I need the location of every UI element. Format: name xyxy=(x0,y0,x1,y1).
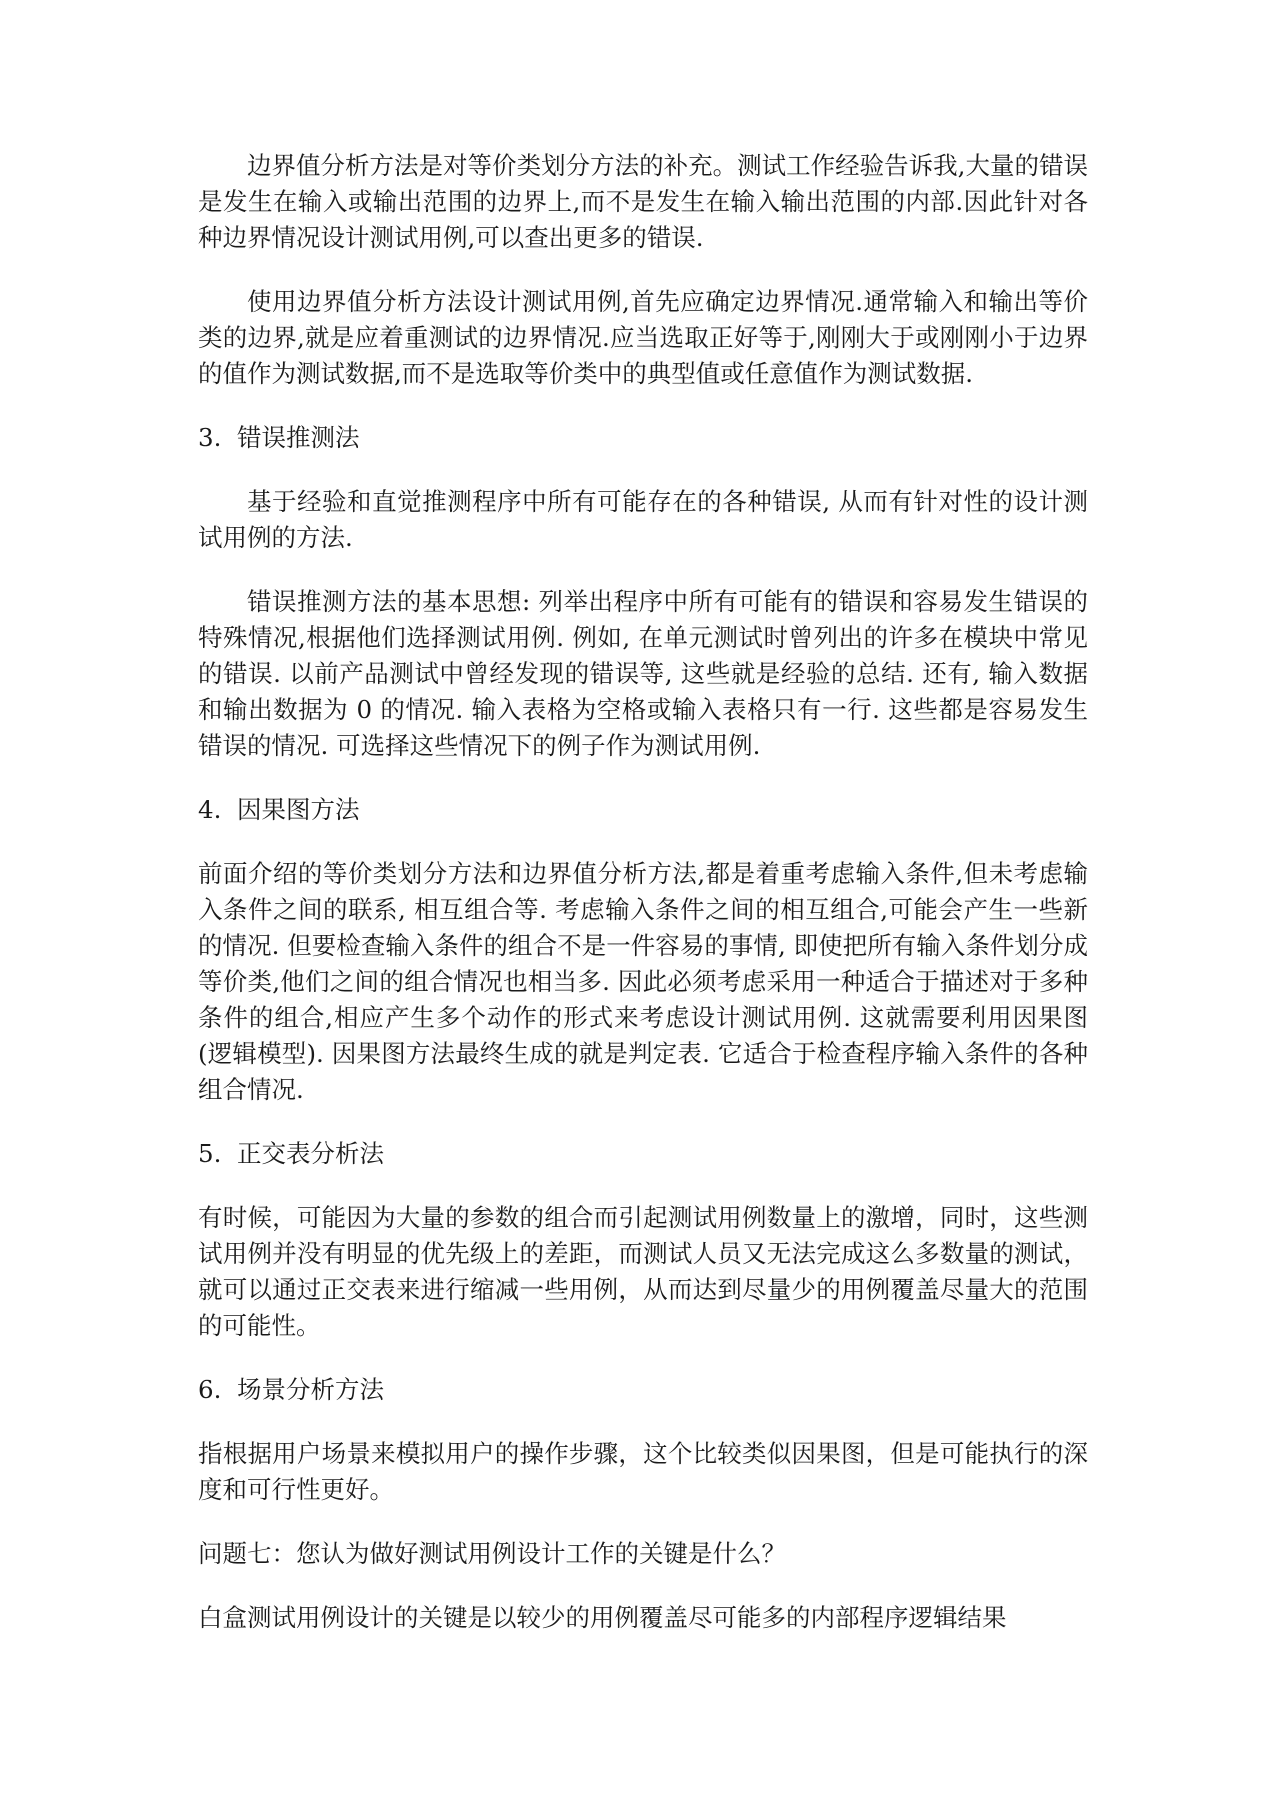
heading-scenario-analysis: 6. 场景分析方法 xyxy=(198,1375,384,1404)
heading-orthogonal-array: 5. 正交表分析法 xyxy=(198,1139,384,1168)
paragraph-scenario-analysis: 指根据用户场景来模拟用户的操作步骤，这个比较类似因果图，但是可能执行的深度和可行性更好。 xyxy=(198,1439,1088,1504)
heading-error-guessing: 3. 错误推测法 xyxy=(198,423,360,452)
paragraph-error-guessing-definition: 基于经验和直觉推测程序中所有可能存在的各种错误, 从而有针对性的设计测试用例的方法. xyxy=(198,487,1088,552)
heading-cause-effect: 4. 因果图方法 xyxy=(198,795,360,824)
paragraph-boundary-value-intro: 边界值分析方法是对等价类划分方法的补充。测试工作经验告诉我,大量的错误是发生在输入或输出范围的边界上,而不是发生在输入输出范围的内部.因此针对各种边界情况设计测试用例,可以查出更多的错误. xyxy=(198,151,1088,252)
paragraph-error-guessing-idea: 错误推测方法的基本思想: 列举出程序中所有可能有的错误和容易发生错误的特殊情况,根据他们选择测试用例. 例如, 在单元测试时曾列出的许多在模块中常见的错误. 以前产品测试中曾经发现的错误等, 这些就是经验的总结. 还有, 输入数据和输出数据为 0 的情况. 输入表格为空格或输入表格只有一行. 这些都是容易发生错误的情况. 可选择这些情况下的例子作为测试用例. xyxy=(198,587,1088,760)
paragraph-boundary-value-usage: 使用边界值分析方法设计测试用例,首先应确定边界情况.通常输入和输出等价类的边界,就是应着重测试的边界情况.应当选取正好等于,刚刚大于或刚刚小于边界的值作为测试数据,而不是选取等价类中的典型值或任意值作为测试数据. xyxy=(198,287,1088,388)
question-seven: 问题七：您认为做好测试用例设计工作的关键是什么？ xyxy=(198,1539,786,1568)
paragraph-cause-effect: 前面介绍的等价类划分方法和边界值分析方法,都是着重考虑输入条件,但未考虑输入条件之间的联系, 相互组合等. 考虑输入条件之间的相互组合,可能会产生一些新的情况. 但要检查输入条件的组合不是一件容易的事情, 即使把所有输入条件划分成等价类,他们之间的组合情况也相当多. 因此必须考虑采用一种适合于描述对于多种条件的组合,相应产生多个动作的形式来考虑设计测试用例. 这就需要利用因果图(逻辑模型). 因果图方法最终生成的就是判定表. 它适合于检查程序输入条件的各种组合情况. xyxy=(198,859,1088,1104)
paragraph-white-box-key: 白盒测试用例设计的关键是以较少的用例覆盖尽可能多的内部程序逻辑结果 xyxy=(198,1603,1007,1632)
paragraph-orthogonal-array: 有时候，可能因为大量的参数的组合而引起测试用例数量上的激增，同时，这些测试用例并没有明显的优先级上的差距，而测试人员又无法完成这么多数量的测试，就可以通过正交表来进行缩减一些用例，从而达到尽量少的用例覆盖尽量大的范围的可能性。 xyxy=(198,1203,1088,1340)
document-page xyxy=(198,148,1088,1664)
